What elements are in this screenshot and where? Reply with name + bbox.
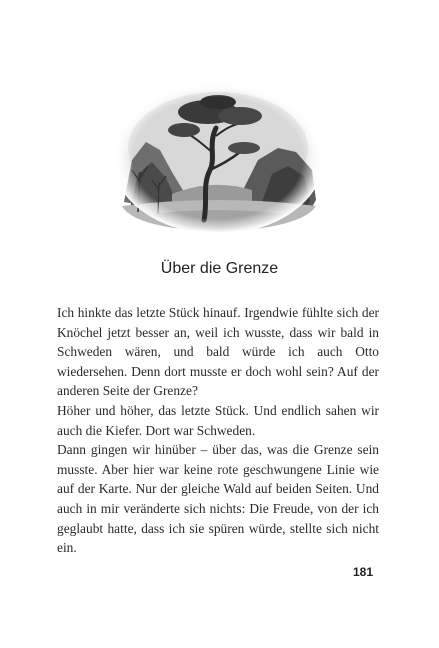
paragraph: Ich hinkte das letzte Stück hinauf. Irgendwie fühlte sich der Knöchel jetzt besser an, weil ich wusste, dass wir bald in Schweden wären, und bald würde ich auch Otto wiedersehen. Denn dort musste er doch wohl sein? Auf der anderen Seite der Grenze? [57,305,379,399]
chapter-title: Über die Grenze [160,260,279,277]
paragraph: Höher und höher, das letzte Stück. Und endlich sahen wir auch die Kiefer. Dort war Schweden. [57,402,379,438]
tree-illustration [112,82,324,234]
paragraph: Dann gingen wir hinüber – über das, was die Grenze sein musste. Aber hier war keine rote geschwungene Linie wie auf der Karte. Nur der gleiche Wald auf beiden Seiten. Und auch in mir veränderte sich nichts: Die Freude, von der ich geglaubt hatte, dass ich sie spüren würde, stellte sich nicht ein. [57,442,379,556]
chapter-body [57,303,379,558]
page-number: 181 [352,565,373,579]
